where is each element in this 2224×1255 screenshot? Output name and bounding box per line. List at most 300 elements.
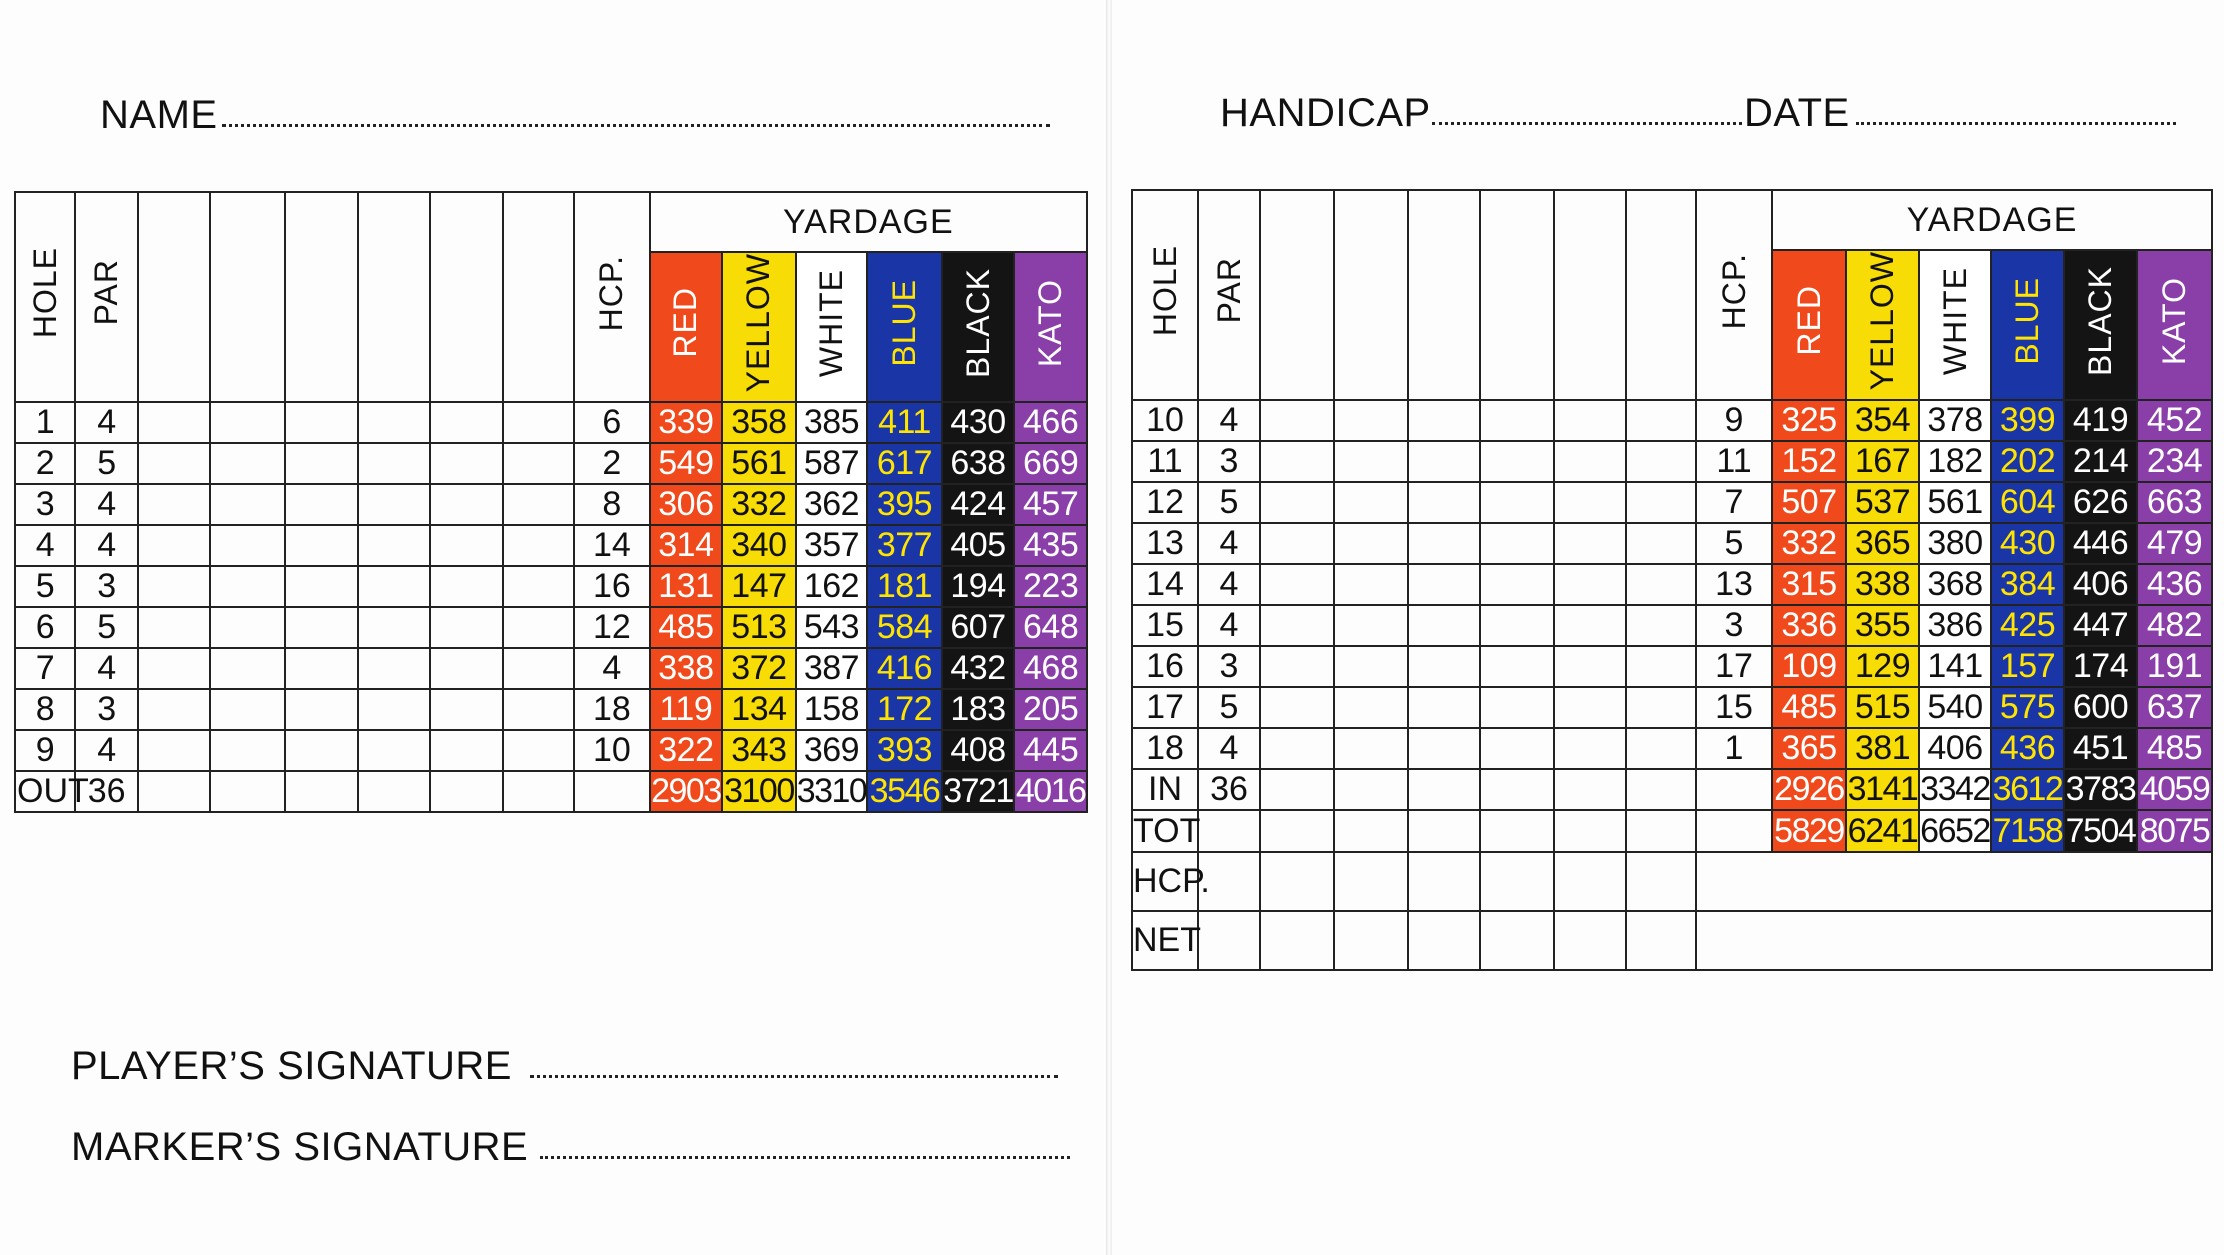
score-cell[interactable] <box>1334 564 1408 605</box>
score-cell[interactable] <box>1408 605 1480 646</box>
score-cell[interactable] <box>1408 769 1480 810</box>
yardage-red: 339 <box>650 402 723 443</box>
score-cell[interactable] <box>1480 400 1554 441</box>
yardage-blue: 430 <box>1991 523 2064 564</box>
out-yardage-black: 3721 <box>943 772 1013 811</box>
score-cell[interactable] <box>1480 852 1554 911</box>
score-cell[interactable] <box>503 648 575 689</box>
score-cell[interactable] <box>138 525 211 566</box>
score-cell[interactable] <box>1480 523 1554 564</box>
player-column-header[interactable] <box>358 192 431 402</box>
yardage-black: 607 <box>942 607 1015 648</box>
score-cell[interactable] <box>1408 852 1480 911</box>
hole-row <box>1132 646 2212 687</box>
yardage-kato: 482 <box>2137 605 2212 646</box>
yardage-yellow: 167 <box>1846 441 1919 482</box>
score-cell[interactable] <box>1626 400 1696 441</box>
score-cell[interactable] <box>1480 728 1554 769</box>
yardage-kato: 669 <box>1014 443 1087 484</box>
score-cell[interactable] <box>1198 810 1260 852</box>
score-cell[interactable] <box>1260 523 1334 564</box>
score-cell[interactable] <box>1626 687 1696 728</box>
score-cell[interactable] <box>1334 852 1408 911</box>
yardage-black: 405 <box>942 525 1015 566</box>
yardage-red: 152 <box>1772 441 1846 482</box>
score-cell[interactable] <box>430 771 503 812</box>
player-column-header[interactable] <box>1334 190 1408 400</box>
score-cell[interactable] <box>1480 911 1554 970</box>
tot-yardage-kato: 8075 <box>2137 810 2212 852</box>
score-cell[interactable] <box>1260 728 1334 769</box>
yardage-yellow: 365 <box>1846 523 1919 564</box>
in-total-row <box>1132 769 2212 810</box>
hole-row <box>1132 728 2212 769</box>
score-cell[interactable] <box>1626 482 1696 523</box>
score-cell[interactable] <box>138 648 211 689</box>
score-cell[interactable] <box>1626 646 1696 687</box>
par-value: 4 <box>75 402 137 443</box>
score-cell[interactable] <box>1554 769 1626 810</box>
score-cell[interactable] <box>138 443 211 484</box>
player-column-header[interactable] <box>210 192 285 402</box>
score-cell[interactable] <box>1696 769 1772 810</box>
score-cell[interactable] <box>1554 810 1626 852</box>
score-cell[interactable] <box>1554 852 1626 911</box>
score-cell[interactable] <box>210 607 285 648</box>
score-cell[interactable] <box>430 484 503 525</box>
score-cell[interactable] <box>285 730 358 771</box>
player-column-header[interactable] <box>1260 190 1334 400</box>
score-cell[interactable] <box>1554 564 1626 605</box>
yardage-blue: 617 <box>867 443 942 484</box>
score-cell[interactable] <box>430 607 503 648</box>
score-cell[interactable] <box>1480 769 1554 810</box>
yardage-blue: 411 <box>867 402 942 443</box>
score-cell[interactable] <box>210 484 285 525</box>
score-cell[interactable] <box>1480 441 1554 482</box>
yardage-blue: 395 <box>867 484 942 525</box>
out-yardage-kato: 4016 <box>1015 772 1086 811</box>
hole-row <box>15 689 1087 730</box>
score-cell[interactable] <box>1408 482 1480 523</box>
score-cell[interactable] <box>210 566 285 607</box>
yardage-kato: 466 <box>1014 402 1087 443</box>
hole-number: 16 <box>1132 646 1198 687</box>
yardage-blue: 604 <box>1991 482 2064 523</box>
player-column-header[interactable] <box>1408 190 1480 400</box>
yardage-kato: 452 <box>2137 400 2212 441</box>
hcp-value: 11 <box>1696 441 1772 482</box>
yardage-red: 325 <box>1772 400 1846 441</box>
player-column-header[interactable] <box>1626 190 1696 400</box>
score-cell[interactable] <box>1480 605 1554 646</box>
score-cell[interactable] <box>358 689 431 730</box>
score-cell[interactable] <box>1626 441 1696 482</box>
score-cell[interactable] <box>1260 482 1334 523</box>
score-cell[interactable] <box>430 402 503 443</box>
score-cell[interactable] <box>503 730 575 771</box>
score-cell[interactable] <box>1480 810 1554 852</box>
score-cell[interactable] <box>285 443 358 484</box>
score-cell[interactable] <box>1626 564 1696 605</box>
hcp-value: 15 <box>1696 687 1772 728</box>
score-cell[interactable] <box>430 566 503 607</box>
yardage-white: 368 <box>1919 564 1991 605</box>
player-column-header[interactable] <box>430 192 503 402</box>
score-cell[interactable] <box>210 443 285 484</box>
score-cell[interactable] <box>1260 810 1334 852</box>
score-cell[interactable] <box>503 402 575 443</box>
score-cell[interactable] <box>138 607 211 648</box>
score-cell[interactable] <box>358 402 431 443</box>
score-cell[interactable] <box>1198 911 1260 970</box>
grand-total-row <box>1132 810 2212 852</box>
in-yardage-black: 3783 <box>2065 770 2136 809</box>
yardage-blue: 377 <box>867 525 942 566</box>
yardage-white: 158 <box>796 689 868 730</box>
yardage-red: 338 <box>650 648 723 689</box>
par-header: PAR <box>1198 190 1260 400</box>
yardage-white: 561 <box>1919 482 1991 523</box>
hole-number: 2 <box>15 443 75 484</box>
score-cell[interactable] <box>1408 441 1480 482</box>
hole-row <box>1132 605 2212 646</box>
score-cell[interactable] <box>1260 605 1334 646</box>
in-yardage-blue: 3612 <box>1992 770 2063 809</box>
tot-yardage-white: 6652 <box>1919 810 1991 852</box>
yardage-blue: 416 <box>867 648 942 689</box>
markers-signature-label: MARKER’S SIGNATURE <box>71 1125 529 1169</box>
tee-header-black: BLACK <box>942 252 1015 402</box>
score-cell[interactable] <box>1554 687 1626 728</box>
yardage-yellow: 515 <box>1846 687 1919 728</box>
tee-header-blue: BLUE <box>1991 250 2064 400</box>
score-cell[interactable] <box>285 566 358 607</box>
tee-header-white: WHITE <box>796 252 868 402</box>
hole-number: 3 <box>15 484 75 525</box>
score-cell[interactable] <box>1554 441 1626 482</box>
score-cell[interactable] <box>285 525 358 566</box>
score-cell[interactable] <box>503 771 575 812</box>
yardage-black: 451 <box>2064 728 2137 769</box>
score-cell[interactable] <box>210 771 285 812</box>
yardage-white: 378 <box>1919 400 1991 441</box>
score-cell[interactable] <box>430 443 503 484</box>
score-cell[interactable] <box>1480 646 1554 687</box>
yardage-kato: 445 <box>1014 730 1087 771</box>
score-cell[interactable] <box>1408 687 1480 728</box>
hole-row <box>1132 687 2212 728</box>
yardage-kato: 468 <box>1014 648 1087 689</box>
yardage-red: 119 <box>650 689 723 730</box>
out-yardage-white: 3310 <box>796 772 867 811</box>
yardage-kato: 485 <box>2137 728 2212 769</box>
yardage-kato: 223 <box>1014 566 1087 607</box>
score-cell[interactable] <box>1334 605 1408 646</box>
in-yardage-kato: 4059 <box>2137 769 2212 810</box>
score-cell[interactable] <box>1696 810 1772 852</box>
yardage-blue: 584 <box>867 607 942 648</box>
score-cell[interactable] <box>1626 523 1696 564</box>
score-cell[interactable] <box>358 607 431 648</box>
date-label: DATE <box>1744 91 1850 135</box>
score-cell[interactable] <box>1334 769 1408 810</box>
score-cell[interactable] <box>1334 482 1408 523</box>
yardage-yellow: 381 <box>1846 728 1919 769</box>
score-cell[interactable] <box>1626 810 1696 852</box>
player-column-header[interactable] <box>1480 190 1554 400</box>
hole-row <box>15 648 1087 689</box>
yardage-header: YARDAGE <box>1772 190 2212 250</box>
hole-row <box>1132 564 2212 605</box>
yardage-kato: 205 <box>1014 689 1087 730</box>
score-cell[interactable] <box>358 771 431 812</box>
in-yardage-yellow: 3141 <box>1847 770 1918 809</box>
score-cell[interactable] <box>430 689 503 730</box>
hole-number: 18 <box>1132 728 1198 769</box>
yardage-white: 182 <box>1919 441 1991 482</box>
hcp-value: 17 <box>1696 646 1772 687</box>
score-cell[interactable] <box>285 484 358 525</box>
yardage-yellow: 537 <box>1846 482 1919 523</box>
tee-header-kato: KATO <box>2137 250 2212 400</box>
tee-header-white: WHITE <box>1919 250 1991 400</box>
score-cell[interactable] <box>1408 646 1480 687</box>
date-field[interactable] <box>1856 122 2176 125</box>
yardage-blue: 181 <box>867 566 942 607</box>
score-cell[interactable] <box>210 689 285 730</box>
score-cell[interactable] <box>1260 400 1334 441</box>
handicap-label: HANDICAP <box>1220 91 1431 135</box>
hole-row <box>15 443 1087 484</box>
score-cell[interactable] <box>1626 605 1696 646</box>
yardage-white: 357 <box>796 525 868 566</box>
score-cell[interactable] <box>1408 728 1480 769</box>
hole-row <box>15 730 1087 771</box>
empty-cell[interactable] <box>1696 852 2212 911</box>
score-cell[interactable] <box>430 730 503 771</box>
score-cell[interactable] <box>138 730 211 771</box>
score-cell[interactable] <box>358 525 431 566</box>
hole-header: HOLE <box>1132 190 1198 400</box>
hole-number: 1 <box>15 402 75 443</box>
score-cell[interactable] <box>1260 852 1334 911</box>
tee-header-blue: BLUE <box>867 252 942 402</box>
score-cell[interactable] <box>358 730 431 771</box>
score-cell[interactable] <box>210 525 285 566</box>
name-field[interactable] <box>222 124 1050 127</box>
score-cell[interactable] <box>138 689 211 730</box>
score-cell[interactable] <box>1260 687 1334 728</box>
net-label: NET <box>1132 911 1198 970</box>
tee-header-red: RED <box>650 252 723 402</box>
hole-row <box>15 566 1087 607</box>
hcp-value: 16 <box>574 566 650 607</box>
score-cell[interactable] <box>1334 646 1408 687</box>
score-cell[interactable] <box>1408 810 1480 852</box>
hole-number: 9 <box>15 730 75 771</box>
yardage-white: 386 <box>1919 605 1991 646</box>
score-cell[interactable] <box>1408 911 1480 970</box>
score-cell[interactable] <box>1260 911 1334 970</box>
hcp-value: 4 <box>574 648 650 689</box>
score-cell[interactable] <box>1260 564 1334 605</box>
yardage-white: 362 <box>796 484 868 525</box>
par-value: 4 <box>75 525 137 566</box>
score-cell[interactable] <box>1334 911 1408 970</box>
score-cell[interactable] <box>1554 605 1626 646</box>
front-nine-table <box>14 191 1088 813</box>
score-cell[interactable] <box>574 771 650 812</box>
score-cell[interactable] <box>1626 852 1696 911</box>
score-cell[interactable] <box>1334 400 1408 441</box>
score-cell[interactable] <box>503 607 575 648</box>
score-cell[interactable] <box>138 771 211 812</box>
score-cell[interactable] <box>1334 523 1408 564</box>
score-cell[interactable] <box>1334 728 1408 769</box>
score-cell[interactable] <box>285 402 358 443</box>
score-cell[interactable] <box>1260 646 1334 687</box>
yardage-red: 365 <box>1772 728 1846 769</box>
hcp-header: HCP. <box>1696 190 1772 400</box>
score-cell[interactable] <box>1554 728 1626 769</box>
par-value: 5 <box>75 607 137 648</box>
hole-number: 17 <box>1132 687 1198 728</box>
hcp-value: 2 <box>574 443 650 484</box>
yardage-kato: 191 <box>2137 646 2212 687</box>
score-cell[interactable] <box>1626 769 1696 810</box>
markers-signature-field[interactable] <box>540 1156 1070 1159</box>
in-par: 36 <box>1198 769 1260 810</box>
score-cell[interactable] <box>1260 769 1334 810</box>
player-column-header[interactable] <box>138 192 211 402</box>
player-column-header[interactable] <box>1554 190 1626 400</box>
in-label: IN <box>1132 769 1198 810</box>
score-cell[interactable] <box>358 443 431 484</box>
hole-row <box>15 607 1087 648</box>
yardage-red: 315 <box>1772 564 1846 605</box>
score-cell[interactable] <box>503 689 575 730</box>
player-column-header[interactable] <box>285 192 358 402</box>
hole-number: 5 <box>15 566 75 607</box>
yardage-yellow: 354 <box>1846 400 1919 441</box>
score-cell[interactable] <box>285 771 358 812</box>
score-cell[interactable] <box>358 484 431 525</box>
out-yardage-blue: 3546 <box>867 771 942 812</box>
score-cell[interactable] <box>1480 687 1554 728</box>
score-cell[interactable] <box>1554 911 1626 970</box>
out-par: 36 <box>75 771 137 812</box>
score-cell[interactable] <box>285 689 358 730</box>
score-cell[interactable] <box>1408 400 1480 441</box>
par-value: 3 <box>75 689 137 730</box>
hole-number: 14 <box>1132 564 1198 605</box>
yardage-yellow: 340 <box>722 525 796 566</box>
yardage-yellow: 343 <box>722 730 796 771</box>
score-cell[interactable] <box>1260 441 1334 482</box>
yardage-black: 214 <box>2064 441 2137 482</box>
score-cell[interactable] <box>210 730 285 771</box>
yardage-red: 332 <box>1772 523 1846 564</box>
score-cell[interactable] <box>358 648 431 689</box>
hcp-value: 12 <box>574 607 650 648</box>
yardage-black: 446 <box>2064 523 2137 564</box>
hole-row <box>1132 523 2212 564</box>
score-cell[interactable] <box>1554 400 1626 441</box>
hcp-value: 8 <box>574 484 650 525</box>
par-value: 5 <box>1198 687 1260 728</box>
out-yardage-yellow: 3100 <box>724 772 794 811</box>
hcp-header: HCP. <box>574 192 650 402</box>
yardage-black: 638 <box>942 443 1015 484</box>
hole-header: HOLE <box>15 192 75 402</box>
tee-header-yellow: YELLOW <box>1846 250 1919 400</box>
yardage-black: 174 <box>2064 646 2137 687</box>
score-cell[interactable] <box>1334 810 1408 852</box>
score-cell[interactable] <box>503 525 575 566</box>
score-cell[interactable] <box>1408 523 1480 564</box>
hole-number: 8 <box>15 689 75 730</box>
tee-header-yellow: YELLOW <box>722 252 796 402</box>
score-cell[interactable] <box>138 484 211 525</box>
score-cell[interactable] <box>1554 523 1626 564</box>
yardage-yellow: 338 <box>1846 564 1919 605</box>
score-cell[interactable] <box>1626 728 1696 769</box>
score-cell[interactable] <box>210 402 285 443</box>
score-cell[interactable] <box>285 607 358 648</box>
yardage-blue: 157 <box>1991 646 2064 687</box>
score-cell[interactable] <box>503 443 575 484</box>
score-cell[interactable] <box>1408 564 1480 605</box>
score-cell[interactable] <box>138 402 211 443</box>
yardage-blue: 172 <box>867 689 942 730</box>
handicap-field[interactable] <box>1432 122 1742 125</box>
score-cell[interactable] <box>1334 687 1408 728</box>
hole-row <box>1132 482 2212 523</box>
score-cell[interactable] <box>210 648 285 689</box>
tot-label: TOT <box>1132 810 1198 852</box>
score-cell[interactable] <box>1554 482 1626 523</box>
in-yardage-white: 3342 <box>1920 770 1990 809</box>
yardage-black: 408 <box>942 730 1015 771</box>
yardage-black: 424 <box>942 484 1015 525</box>
score-cell[interactable] <box>138 566 211 607</box>
score-cell[interactable] <box>503 484 575 525</box>
par-value: 5 <box>75 443 137 484</box>
score-cell[interactable] <box>358 566 431 607</box>
players-signature-field[interactable] <box>530 1075 1058 1078</box>
score-cell[interactable] <box>1554 646 1626 687</box>
hcp-value: 18 <box>574 689 650 730</box>
hole-number: 13 <box>1132 523 1198 564</box>
score-cell[interactable] <box>1480 482 1554 523</box>
score-cell[interactable] <box>285 648 358 689</box>
score-cell[interactable] <box>1334 441 1408 482</box>
tot-yardage-black: 7504 <box>2064 810 2137 852</box>
tee-header-kato: KATO <box>1014 252 1087 402</box>
score-cell[interactable] <box>1626 911 1696 970</box>
score-cell[interactable] <box>430 525 503 566</box>
empty-cell[interactable] <box>1696 911 2212 970</box>
back-nine-table <box>1131 189 2213 971</box>
score-cell[interactable] <box>503 566 575 607</box>
player-column-header[interactable] <box>503 192 575 402</box>
yardage-yellow: 561 <box>722 443 796 484</box>
yardage-black: 600 <box>2064 687 2137 728</box>
score-cell[interactable] <box>1480 564 1554 605</box>
yardage-blue: 436 <box>1991 728 2064 769</box>
score-cell[interactable] <box>430 648 503 689</box>
